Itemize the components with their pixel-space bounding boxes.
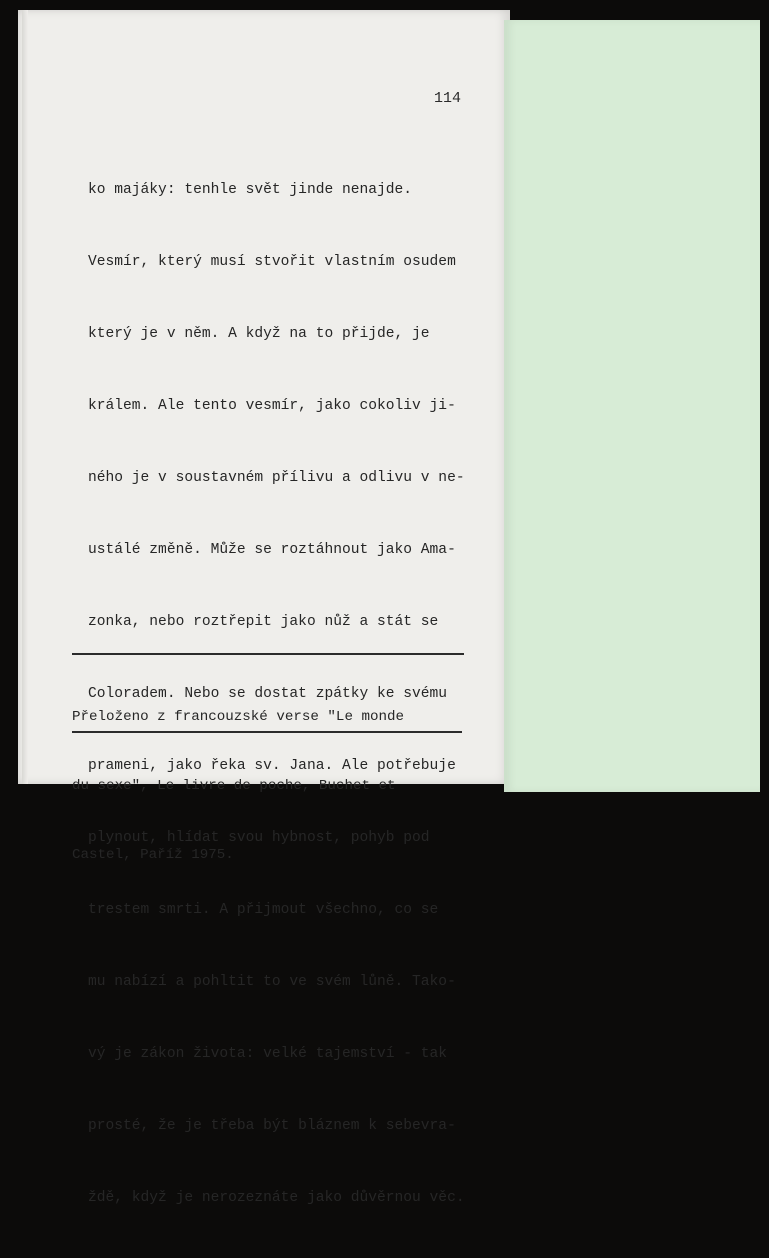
footnote-line: Castel, Paříž 1975. xyxy=(72,847,234,863)
body-line: vý je zákon života: velké tajemství - tak xyxy=(88,1046,448,1062)
body-line: který je v něm. A když na to přijde, je xyxy=(88,326,430,342)
body-line: králem. Ale tento vesmír, jako cokoliv ji- xyxy=(88,398,456,414)
footnote-rule-top xyxy=(72,653,464,655)
body-line: Vesmír, který musí stvořit vlastním osudem xyxy=(88,254,456,270)
body-line: prosté, že je třeba být bláznem k sebevra- xyxy=(88,1118,456,1134)
body-line: ždě, když je nerozeznáte jako důvěrnou věc. xyxy=(88,1190,465,1206)
page-number: 114 xyxy=(434,90,462,107)
right-facing-page xyxy=(504,20,760,792)
translation-footnote xyxy=(72,660,472,913)
footnote-line: du sexe", Le livre de poche, Buchet et xyxy=(72,778,396,794)
body-line: mu nabízí a pohltit to ve svém lůně. Tako- xyxy=(88,974,456,990)
body-line: prameni, jako řeka sv. Jana. Ale potřebuje xyxy=(88,758,456,774)
body-line: ného je v soustavném přílivu a odlivu v ne- xyxy=(88,470,465,486)
body-line: plynout, hlídat svou hybnost, pohyb pod xyxy=(88,830,430,846)
body-line: trestem smrti. A přijmout všechno, co se xyxy=(88,902,439,918)
body-line: ustálé změně. Může se roztáhnout jako Ama- xyxy=(88,542,456,558)
body-line: zonka, nebo roztřepit jako nůž a stát se xyxy=(88,614,439,630)
footnote-line: Přeloženo z francouzské verse "Le monde xyxy=(72,709,405,725)
body-line: ko majáky: tenhle svět jinde nenajde. xyxy=(88,182,413,198)
footnote-rule-bottom xyxy=(72,731,462,733)
page-fold-shadow xyxy=(22,10,28,784)
body-line: Coloradem. Nebo se dostat zpátky ke svému xyxy=(88,686,448,702)
